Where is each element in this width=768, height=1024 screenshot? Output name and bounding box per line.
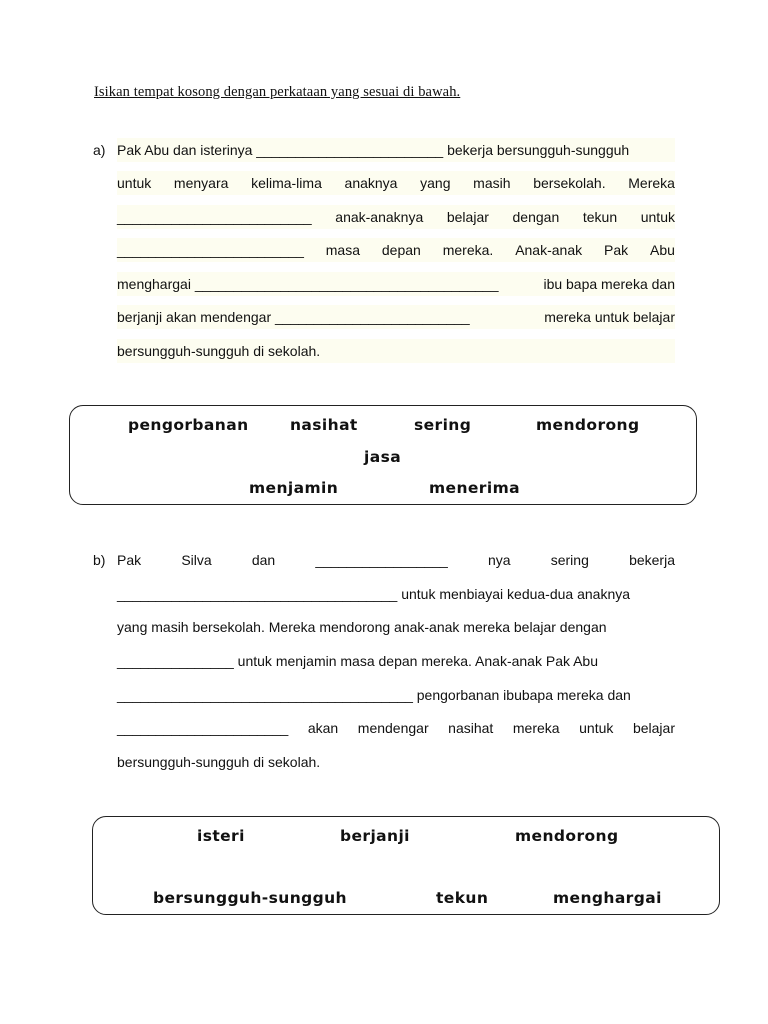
text-segment: Anak-anak — [515, 242, 583, 258]
text-segment: tekun — [582, 209, 618, 225]
instruction-heading: Isikan tempat kosong dengan perkataan yang sesuai di bawah. — [94, 84, 461, 100]
text-segment: bersungguh-sungguh di sekolah. — [117, 754, 321, 770]
paragraph-line — [117, 582, 675, 606]
paragraph-line — [117, 205, 675, 229]
text-segment: menghargai _______________________________________ — [117, 276, 499, 292]
question-b-label: b) — [93, 552, 106, 568]
word-option: menjamin — [249, 479, 339, 497]
text-segment: menyara — [173, 175, 229, 191]
word-option: bersungguh-sungguh — [153, 889, 347, 907]
word-option: menghargai — [553, 889, 662, 907]
paragraph-line — [117, 548, 675, 572]
word-option: mendorong — [536, 416, 640, 434]
word-option: pengorbanan — [128, 416, 249, 434]
text-segment: Pak — [117, 552, 142, 568]
text-segment: untuk — [640, 209, 675, 225]
word-option: nasihat — [290, 416, 358, 434]
text-segment: masih — [473, 175, 511, 191]
answer-blank: ________________________ — [117, 242, 304, 258]
paragraph-line — [117, 171, 675, 195]
text-segment: mereka untuk belajar — [544, 309, 675, 325]
paragraph-line — [117, 750, 675, 774]
text-segment: depan — [381, 242, 421, 258]
text-segment: yang — [420, 175, 451, 191]
text-segment: Abu — [650, 242, 675, 258]
word-box-a — [69, 405, 697, 505]
word-box-b — [92, 816, 720, 915]
answer-blank: _________________________ — [117, 209, 312, 225]
text-segment: ibu bapa mereka dan — [543, 276, 675, 292]
text-segment: nasihat — [448, 720, 494, 736]
text-segment: dengan — [512, 209, 560, 225]
text-segment: berjanji akan mendengar _________________________ — [117, 309, 470, 325]
paragraph-line — [117, 305, 675, 329]
text-segment: yang masih bersekolah. Mereka mendorong anak-anak mereka belajar dengan — [117, 619, 607, 635]
text-segment: anaknya — [344, 175, 398, 191]
paragraph-line — [117, 238, 675, 262]
text-segment: bekerja — [629, 552, 675, 568]
answer-blank: ______________________________________ pengorbanan ibubapa mereka dan — [117, 687, 631, 703]
text-segment: bersungguh-sungguh di sekolah. — [117, 343, 321, 359]
paragraph-line — [117, 649, 675, 673]
text-segment: Pak — [604, 242, 629, 258]
text-segment: Pak Abu dan isterinya ________________________ bekerja bersungguh-sungguh — [117, 142, 630, 158]
word-option: sering — [414, 416, 472, 434]
text-segment: mereka. — [442, 242, 494, 258]
word-option: tekun — [436, 889, 489, 907]
word-option: berjanji — [340, 827, 410, 845]
text-segment: akan — [307, 720, 339, 736]
text-segment: mereka — [512, 720, 560, 736]
paragraph-line — [117, 683, 675, 707]
text-segment: anak-anaknya — [335, 209, 424, 225]
text-segment: dan — [251, 552, 276, 568]
text-segment: belajar — [632, 720, 675, 736]
word-option: jasa — [364, 448, 402, 466]
text-segment: nya — [487, 552, 511, 568]
text-segment: untuk — [117, 175, 152, 191]
text-segment: belajar — [446, 209, 489, 225]
text-segment: Silva — [181, 552, 212, 568]
text-segment: untuk — [579, 720, 614, 736]
answer-blank: _________________ — [315, 552, 448, 568]
answer-blank: ____________________________________ untuk menbiayai kedua-dua anaknya — [117, 586, 631, 602]
text-segment: sering — [550, 552, 589, 568]
question-a-label: a) — [93, 142, 106, 158]
text-segment: mendengar — [357, 720, 429, 736]
text-segment: Mereka — [628, 175, 675, 191]
paragraph-line — [117, 716, 675, 740]
paragraph-line — [117, 272, 675, 296]
paragraph-line — [117, 138, 675, 162]
answer-blank: _______________ untuk menjamin masa depan mereka. Anak-anak Pak Abu — [117, 653, 599, 669]
paragraph-line — [117, 339, 675, 363]
word-option: mendorong — [515, 827, 619, 845]
text-segment: bersekolah. — [533, 175, 606, 191]
answer-blank: ______________________ — [117, 720, 289, 736]
word-option: menerima — [429, 479, 520, 497]
word-option: isteri — [197, 827, 245, 845]
paragraph-line — [117, 615, 675, 639]
text-segment: masa — [325, 242, 360, 258]
text-segment: kelima-lima — [251, 175, 322, 191]
